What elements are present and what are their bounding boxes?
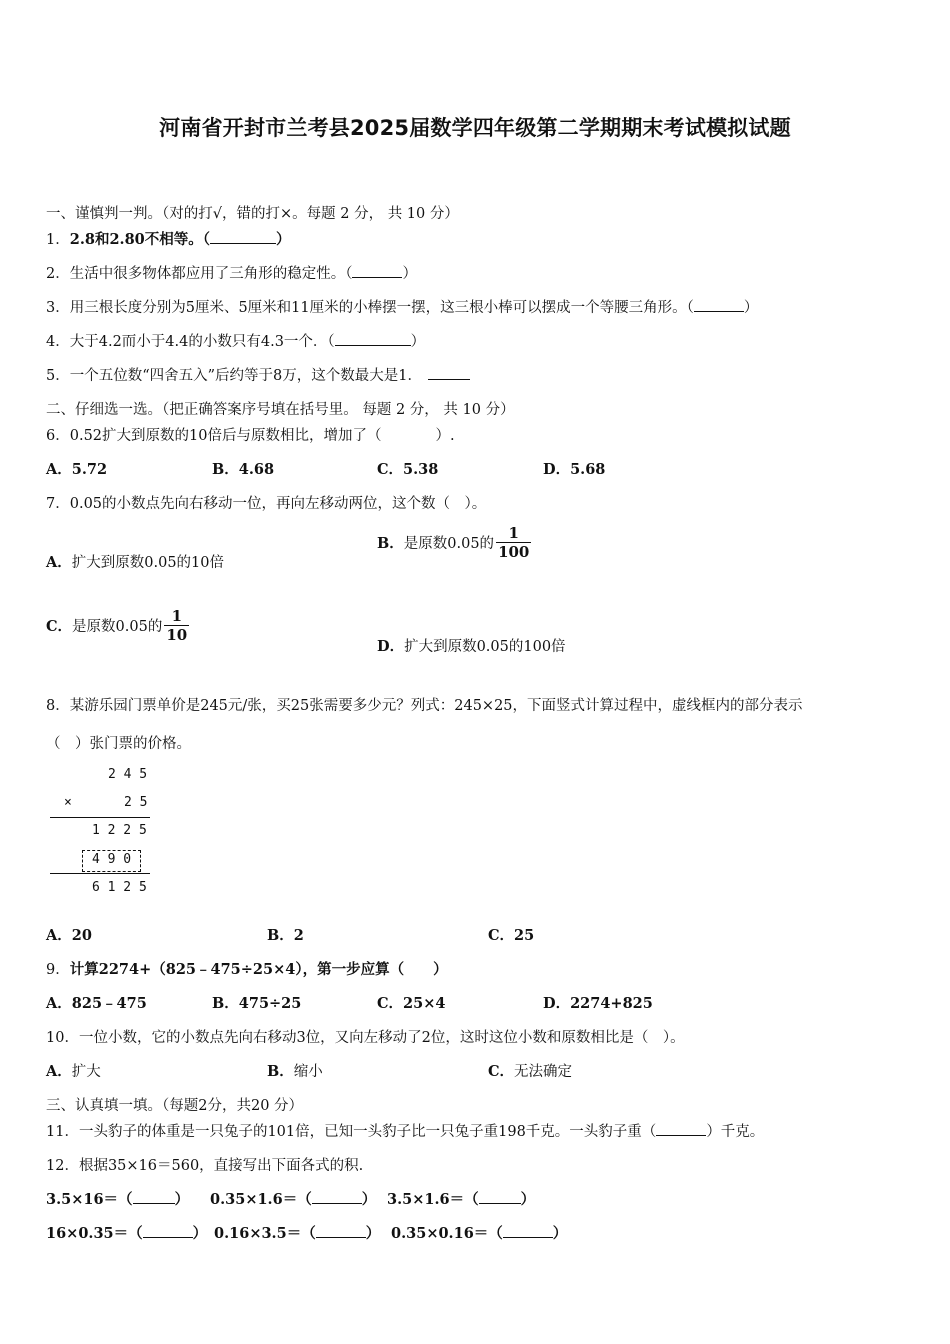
question-text-end: ）千克。 — [706, 1124, 765, 1140]
question-text-end: ） — [402, 266, 417, 282]
option-d[interactable]: D．5.68 — [543, 461, 606, 478]
option-d[interactable]: D．2274+825 — [543, 995, 653, 1012]
answer-blank[interactable] — [316, 1223, 366, 1238]
question-text: 用三根长度分别为5厘米、5厘米和11厘米的小棒摆一摆，这三根小棒可以摆成一个等腰三角形。（ — [69, 300, 694, 316]
question-number: 11． — [46, 1124, 79, 1140]
question-number: 4． — [46, 334, 70, 350]
answer-blank[interactable] — [503, 1223, 553, 1238]
option-b[interactable]: B．475÷25 — [212, 995, 302, 1012]
answer-blank[interactable] — [479, 1189, 521, 1204]
answer-blank[interactable] — [210, 229, 276, 244]
question-8-line2: （ ）张门票的价格。 — [46, 736, 191, 752]
question-text: 根据35×16＝560，直接写出下面各式的积. — [78, 1158, 364, 1174]
question-10 — [46, 1026, 685, 1047]
question-text-end: ） — [410, 334, 426, 350]
calc-result: 6 1 2 5 — [92, 880, 147, 895]
option-b[interactable]: B．2 — [267, 927, 304, 944]
question-number: 12． — [46, 1158, 79, 1174]
question-9 — [46, 958, 448, 979]
fill-item: 0.16×3.5＝（ ） — [214, 1225, 381, 1242]
option-c[interactable]: C．是原数0.05的 $\frac{1}{10}$ — [46, 607, 188, 644]
question-text: 0.05的小数点先向右移动一位，再向左移动两位，这个数（ ）。 — [69, 496, 487, 512]
option-a[interactable]: A．20 — [46, 927, 92, 944]
option-a[interactable]: A．扩大 — [46, 1063, 101, 1080]
option-a[interactable]: A．扩大到原数0.05的10倍 — [46, 554, 225, 571]
question-5 — [46, 364, 470, 385]
question-number: 10． — [46, 1030, 79, 1046]
answer-blank[interactable] — [428, 365, 470, 380]
fill-item: 0.35×0.16＝（ ） — [391, 1225, 568, 1242]
option-c[interactable]: C．5.38 — [377, 461, 439, 478]
question-number: 1． — [46, 232, 70, 248]
option-d[interactable]: D．扩大到原数0.05的100倍 — [377, 638, 566, 655]
answer-blank[interactable] — [312, 1189, 362, 1204]
option-b[interactable]: B．4.68 — [212, 461, 275, 478]
question-number: 9． — [46, 962, 70, 978]
answer-blank[interactable] — [335, 331, 411, 346]
question-text: 一位小数，它的小数点先向右移动3位，又向左移动了2位，这时这位小数和原数相比是（ ）。 — [78, 1030, 685, 1046]
question-text: 某游乐园门票单价是245元/张，买25张需要多少元？列式：245×25，下面竖式计算过程中，虚线框内的部分表示 — [69, 698, 803, 714]
section-heading-2: 二、仔细选一选。（把正确答案序号填在括号里。 每题 2 分， 共 10 分） — [46, 402, 515, 418]
fraction: $\frac{1}{100}$ — [498, 524, 530, 561]
question-number: 8． — [46, 698, 70, 714]
question-12 — [46, 1154, 363, 1175]
question-8 — [46, 694, 803, 715]
question-number: 6． — [46, 428, 70, 444]
calc-partial-2: 4 9 0 — [92, 852, 132, 867]
calc-line — [50, 817, 150, 818]
question-text: 生活中很多物体都应用了三角形的稳定性。（ — [69, 266, 353, 282]
question-11 — [46, 1120, 764, 1141]
section-heading-1: 一、谨慎判一判。（对的打√，错的打×。每题 2 分， 共 10 分） — [46, 206, 459, 222]
option-c[interactable]: C．25 — [488, 927, 535, 944]
fraction: $\frac{1}{10}$ — [166, 607, 188, 644]
question-1 — [46, 228, 291, 249]
answer-blank[interactable] — [352, 263, 402, 278]
question-text-end: ） — [276, 231, 291, 248]
question-text: 一头豹子的体重是一只兔子的101倍，已知一头豹子比一只兔子重198千克。一头豹子重（ — [78, 1124, 657, 1140]
question-text: 一个五位数“四舍五入”后约等于8万，这个数最大是1． — [69, 368, 423, 384]
calc-multiplicand: 2 4 5 — [108, 767, 148, 782]
fill-item: 0.35×1.6＝（ ） — [210, 1191, 377, 1208]
question-text: 计算2274+（825﹣475÷25×4），第一步应算（ ） — [69, 961, 448, 978]
calc-multiplier: 2 5 — [124, 795, 148, 810]
option-a[interactable]: A．825﹣475 — [46, 995, 147, 1012]
question-text-end: ） — [743, 300, 759, 316]
question-number: 2． — [46, 266, 70, 282]
question-text: 大于4.2而小于4.4的小数只有4.3一个．（ — [69, 334, 335, 350]
option-c[interactable]: C．25×4 — [377, 995, 446, 1012]
question-number: 7． — [46, 496, 70, 512]
option-c[interactable]: C．无法确定 — [488, 1063, 573, 1080]
option-b[interactable]: B．是原数0.05的 $\frac{1}{100}$ — [377, 524, 530, 561]
question-7 — [46, 492, 486, 513]
question-2 — [46, 262, 417, 283]
answer-blank[interactable] — [694, 297, 744, 312]
fill-item: 3.5×1.6＝（ ） — [387, 1191, 536, 1208]
question-text-end: ）. — [435, 428, 455, 444]
calc-operator: × — [64, 795, 72, 810]
question-number: 3． — [46, 300, 70, 316]
question-text: 2.8和2.80不相等。（ — [69, 231, 211, 248]
question-4 — [46, 330, 425, 351]
question-text: 0.52扩大到原数的10倍后与原数相比，增加了（ — [69, 428, 382, 444]
question-3 — [46, 296, 758, 317]
option-a[interactable]: A．5.72 — [46, 461, 108, 478]
question-number: 5． — [46, 368, 70, 384]
page-title: 河南省开封市兰考县2025届数学四年级第二学期期末考试模拟试题 — [159, 116, 791, 140]
fill-item: 16×0.35＝（ ） — [46, 1225, 208, 1242]
calc-line — [50, 873, 150, 874]
option-b[interactable]: B．缩小 — [267, 1063, 323, 1080]
section-heading-3: 三、认真填一填。（每题2分，共20 分） — [46, 1098, 304, 1114]
answer-blank[interactable] — [133, 1189, 175, 1204]
answer-blank[interactable] — [656, 1121, 706, 1136]
calc-partial-1: 1 2 2 5 — [92, 823, 147, 838]
question-6 — [46, 424, 455, 445]
answer-blank[interactable] — [143, 1223, 193, 1238]
fill-item: 3.5×16＝（ ） — [46, 1191, 190, 1208]
